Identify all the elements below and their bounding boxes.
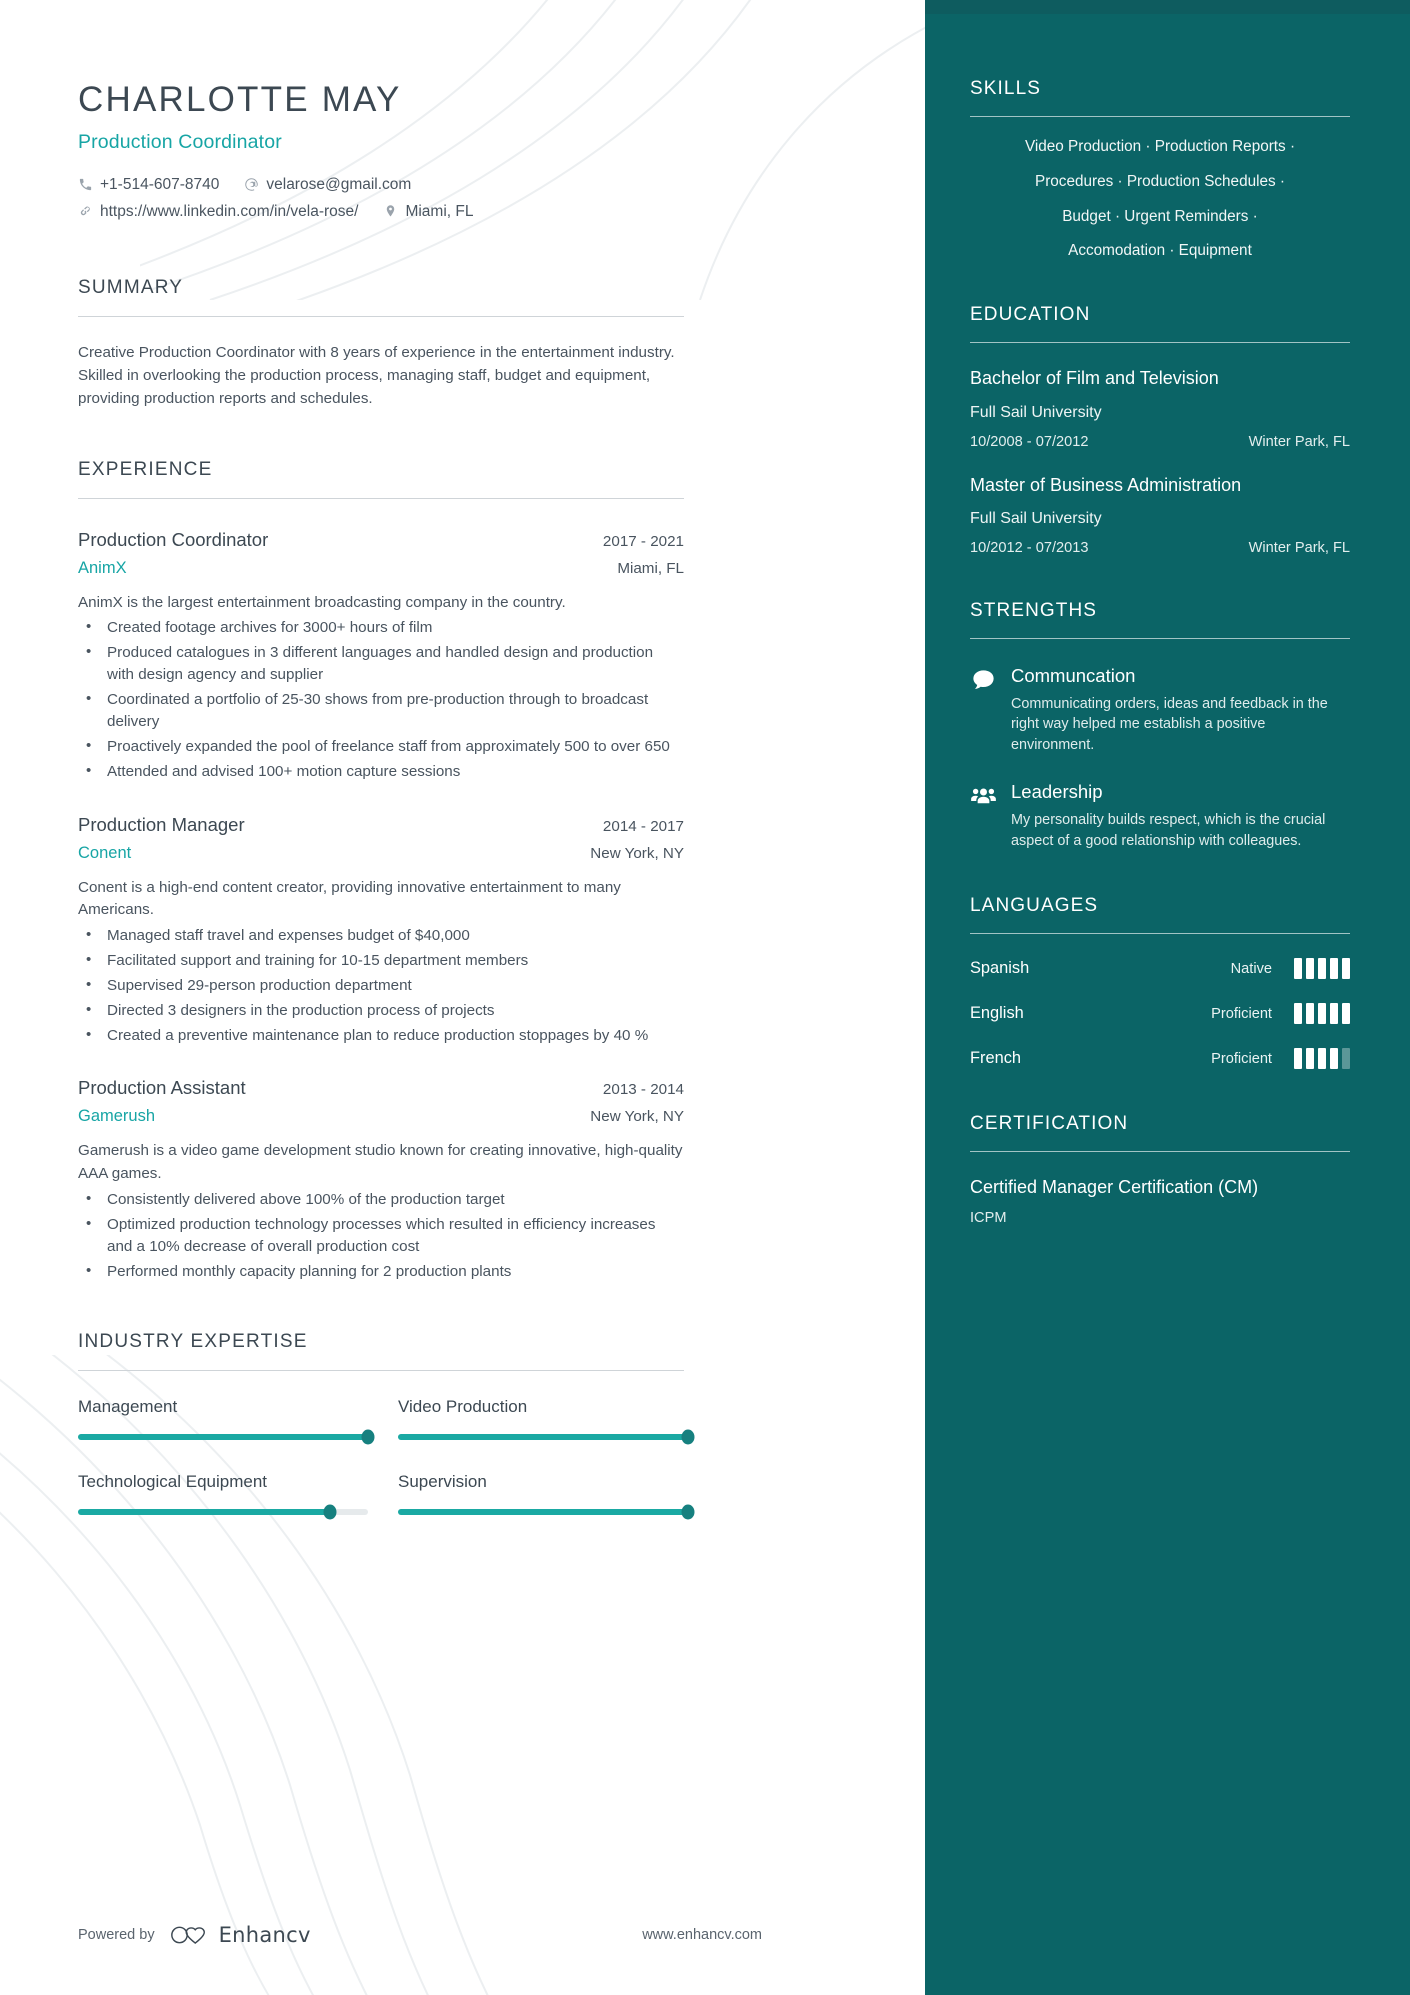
industry-expertise-heading: INDUSTRY EXPERTISE xyxy=(78,1330,308,1352)
expertise-slider[interactable] xyxy=(78,1509,368,1515)
list-item: • Supervised 29-person production department xyxy=(78,975,684,997)
job-header xyxy=(78,1077,684,1099)
phone-icon xyxy=(78,177,93,192)
job-location: New York, NY xyxy=(590,1108,684,1126)
skills-line: Budget · Urgent Reminders · xyxy=(1062,207,1258,225)
job-dates: 2013 - 2014 xyxy=(602,1081,684,1099)
certification-name: Certified Manager Certification (CM) xyxy=(970,1177,1259,1198)
section-industry-expertise xyxy=(78,1331,684,1515)
skills-line: Procedures · Production Schedules · xyxy=(1035,172,1285,190)
language-level: Proficient xyxy=(1211,1050,1272,1067)
strength-description: My personality builds respect, which is the crucial aspect of a good relationship with colleagues. xyxy=(1011,812,1326,849)
language-rating xyxy=(1294,1048,1350,1069)
strength-body xyxy=(1011,781,1350,851)
contact-location-text: Miami, FL xyxy=(405,202,474,220)
list-item: • Performed monthly capacity planning for 2 production plants xyxy=(78,1261,684,1283)
rating-bar xyxy=(1318,958,1326,979)
list-item: • Created footage archives for 3000+ hours of film xyxy=(78,617,684,639)
job-description: AnimX is the largest entertainment broadcasting company in the country. xyxy=(78,593,566,611)
certification-heading: CERTIFICATION xyxy=(970,1113,1129,1135)
languages-heading: LANGUAGES xyxy=(970,895,1099,917)
rating-bar xyxy=(1294,1048,1302,1069)
expertise-item xyxy=(78,1397,368,1440)
job-company: Gamerush xyxy=(78,1107,156,1126)
job-description: Gamerush is a video game development studio known for creating innovative, high-quality AAA games. xyxy=(78,1142,683,1183)
job-description: Conent is a high-end content creator, providing innovative entertainment to many Americans. xyxy=(78,878,621,919)
list-item: • Optimized production technology processes which resulted in efficiency increases and a 10% decrease of overall production cost xyxy=(78,1214,684,1258)
expertise-label: Video Production xyxy=(398,1396,528,1416)
contact-line-1 xyxy=(78,176,684,194)
summary-divider xyxy=(78,316,684,317)
skills-list xyxy=(970,139,1350,260)
rating-bar xyxy=(1318,1003,1326,1024)
job-location: New York, NY xyxy=(590,844,684,862)
footer-website[interactable]: www.enhancv.com xyxy=(642,1927,762,1943)
expertise-slider[interactable] xyxy=(78,1434,368,1440)
list-item: • Produced catalogues in 3 different languages and handled design and production with design agency and supplier xyxy=(78,642,684,686)
job-dates: 2017 - 2021 xyxy=(602,532,684,550)
contact-phone[interactable] xyxy=(78,176,219,194)
education-entry xyxy=(970,474,1350,556)
infinity-heart-icon xyxy=(169,1922,211,1948)
language-rating xyxy=(1294,958,1350,979)
rating-bar xyxy=(1330,1003,1338,1024)
section-summary xyxy=(78,277,684,411)
expertise-slider[interactable] xyxy=(398,1434,688,1440)
expertise-slider-knob[interactable] xyxy=(682,1429,695,1444)
experience-divider xyxy=(78,498,684,499)
rating-bar xyxy=(1306,1048,1314,1069)
skills-line: Accomodation · Equipment xyxy=(1068,242,1252,260)
strength-name: Communcation xyxy=(1011,665,1136,687)
language-row xyxy=(970,1048,1350,1069)
contact-email[interactable] xyxy=(244,176,411,194)
education-divider xyxy=(970,342,1350,343)
job-subheader xyxy=(78,559,684,578)
expertise-slider-knob[interactable] xyxy=(324,1504,337,1519)
rating-bar xyxy=(1306,958,1314,979)
sidebar-section-strengths xyxy=(970,600,1350,851)
link-icon xyxy=(78,204,93,219)
contact-block xyxy=(78,176,684,221)
job-subheader xyxy=(78,1107,684,1126)
expertise-label: Supervision xyxy=(398,1471,487,1491)
powered-by-label: Powered by xyxy=(78,1927,155,1943)
strength-name: Leadership xyxy=(1011,781,1103,803)
expertise-slider[interactable] xyxy=(398,1509,688,1515)
language-level: Native xyxy=(1230,960,1272,977)
expertise-slider-knob[interactable] xyxy=(362,1429,375,1444)
skills-divider xyxy=(970,116,1350,117)
list-item: • Attended and advised 100+ motion capture sessions xyxy=(78,761,684,783)
experience-entry xyxy=(78,1077,684,1283)
education-dates: 10/2008 - 07/2012 xyxy=(970,433,1089,450)
rating-bar xyxy=(1342,1048,1350,1069)
education-school: Full Sail University xyxy=(970,403,1102,421)
list-item: • Directed 3 designers in the production process of projects xyxy=(78,1000,684,1022)
enhancv-wordmark: Enhancv xyxy=(218,1923,311,1947)
expertise-grid xyxy=(78,1397,684,1515)
rating-bar xyxy=(1330,958,1338,979)
sidebar-top-strip xyxy=(925,0,1410,14)
job-company: AnimX xyxy=(78,558,127,577)
expertise-item xyxy=(78,1472,368,1515)
sidebar-section-languages xyxy=(970,895,1350,1069)
expertise-slider-fill xyxy=(78,1434,368,1440)
sidebar-section-skills xyxy=(970,78,1350,260)
job-role: Production Coordinator xyxy=(78,528,269,550)
certification-org: ICPM xyxy=(970,1209,1007,1226)
rating-bar xyxy=(1330,1048,1338,1069)
skills-heading: SKILLS xyxy=(970,78,1042,99)
job-dates: 2014 - 2017 xyxy=(602,817,684,835)
list-item: • Facilitated support and training for 10-15 department members xyxy=(78,950,684,972)
sidebar-section-certification xyxy=(970,1113,1350,1225)
contact-linkedin[interactable] xyxy=(78,203,358,221)
enhancv-logo[interactable] xyxy=(169,1922,311,1948)
language-row xyxy=(970,1003,1350,1024)
section-experience xyxy=(78,459,684,1283)
email-icon xyxy=(244,177,259,192)
contact-line-2 xyxy=(78,203,684,221)
list-item: • Created a preventive maintenance plan to reduce production stoppages by 40 % xyxy=(78,1025,684,1047)
page-footer xyxy=(78,1875,762,1995)
contact-phone-text: +1-514-607-8740 xyxy=(100,175,220,193)
certification-divider xyxy=(970,1151,1350,1152)
expertise-slider-fill xyxy=(78,1509,330,1515)
education-heading: EDUCATION xyxy=(970,304,1091,326)
speech-bubble-icon xyxy=(970,667,997,694)
education-meta xyxy=(970,434,1350,450)
rating-bar xyxy=(1342,958,1350,979)
strength-body xyxy=(1011,665,1350,755)
rating-bar xyxy=(1318,1048,1326,1069)
strength-entry xyxy=(970,781,1350,851)
rating-bar xyxy=(1342,1003,1350,1024)
education-school: Full Sail University xyxy=(970,510,1102,528)
expertise-item xyxy=(398,1397,688,1440)
header-job-title: Production Coordinator xyxy=(78,130,282,153)
experience-heading: EXPERIENCE xyxy=(78,458,213,480)
skills-line: Video Production · Production Reports · xyxy=(1024,138,1296,155)
expertise-slider-knob[interactable] xyxy=(682,1504,695,1519)
powered-by-block xyxy=(78,1922,311,1948)
job-role: Production Assistant xyxy=(78,1077,246,1099)
expertise-slider-fill xyxy=(398,1434,688,1440)
experience-entry xyxy=(78,814,684,1048)
job-bullets xyxy=(78,1189,684,1283)
education-degree: Bachelor of Film and Television xyxy=(970,368,1219,389)
expertise-label: Technological Equipment xyxy=(78,1471,268,1491)
contact-linkedin-text: https://www.linkedin.com/in/vela-rose/ xyxy=(100,202,359,220)
location-pin-icon xyxy=(383,204,398,219)
job-bullets xyxy=(78,925,684,1047)
summary-text: Creative Production Coordinator with 8 years of experience in the entertainment industry. Skilled in overlooking the production process, managing staff, budget and equipment, providing production reports and schedules. xyxy=(78,343,675,408)
education-entry xyxy=(970,367,1350,449)
education-dates: 10/2012 - 07/2013 xyxy=(970,540,1089,557)
strength-entry xyxy=(970,665,1350,755)
job-subheader xyxy=(78,844,684,863)
language-name: French xyxy=(970,1049,1022,1068)
job-location: Miami, FL xyxy=(617,559,684,577)
strengths-divider xyxy=(970,638,1350,639)
job-bullets xyxy=(78,617,684,783)
contact-email-text: velarose@gmail.com xyxy=(266,175,412,193)
education-location: Winter Park, FL xyxy=(1248,540,1350,557)
rating-bar xyxy=(1294,958,1302,979)
strengths-heading: STRENGTHS xyxy=(970,600,1098,622)
expertise-slider-fill xyxy=(398,1509,688,1515)
language-level: Proficient xyxy=(1211,1005,1272,1022)
sidebar xyxy=(925,0,1410,1995)
expertise-item xyxy=(398,1472,688,1515)
job-header xyxy=(78,529,684,551)
page-title: CHARLOTTE MAY xyxy=(78,80,402,119)
list-item: • Consistently delivered above 100% of the production target xyxy=(78,1189,684,1211)
job-company: Conent xyxy=(78,843,132,862)
language-name: Spanish xyxy=(970,959,1030,978)
contact-location xyxy=(383,203,473,221)
rating-bar xyxy=(1294,1003,1302,1024)
education-degree: Master of Business Administration xyxy=(970,474,1242,495)
experience-entry xyxy=(78,529,684,784)
language-name: English xyxy=(970,1004,1024,1023)
job-role: Production Manager xyxy=(78,813,245,835)
education-location: Winter Park, FL xyxy=(1248,433,1350,450)
industry-expertise-divider xyxy=(78,1370,684,1371)
list-item: • Proactively expanded the pool of freelance staff from approximately 500 to over 650 xyxy=(78,736,684,758)
list-item: • Coordinated a portfolio of 25-30 shows from pre-production through to broadcast delivery xyxy=(78,689,684,733)
rating-bar xyxy=(1306,1003,1314,1024)
list-item: • Managed staff travel and expenses budget of $40,000 xyxy=(78,925,684,947)
certification-entry xyxy=(970,1176,1350,1225)
expertise-label: Management xyxy=(78,1396,178,1416)
people-group-icon xyxy=(970,783,997,810)
language-rating xyxy=(1294,1003,1350,1024)
languages-divider xyxy=(970,933,1350,934)
language-row xyxy=(970,958,1350,979)
sidebar-section-education xyxy=(970,304,1350,556)
summary-heading: SUMMARY xyxy=(78,276,184,298)
strength-description: Communicating orders, ideas and feedback in the right way helped me establish a positive environment. xyxy=(1011,696,1328,753)
education-meta xyxy=(970,540,1350,556)
job-header xyxy=(78,814,684,836)
